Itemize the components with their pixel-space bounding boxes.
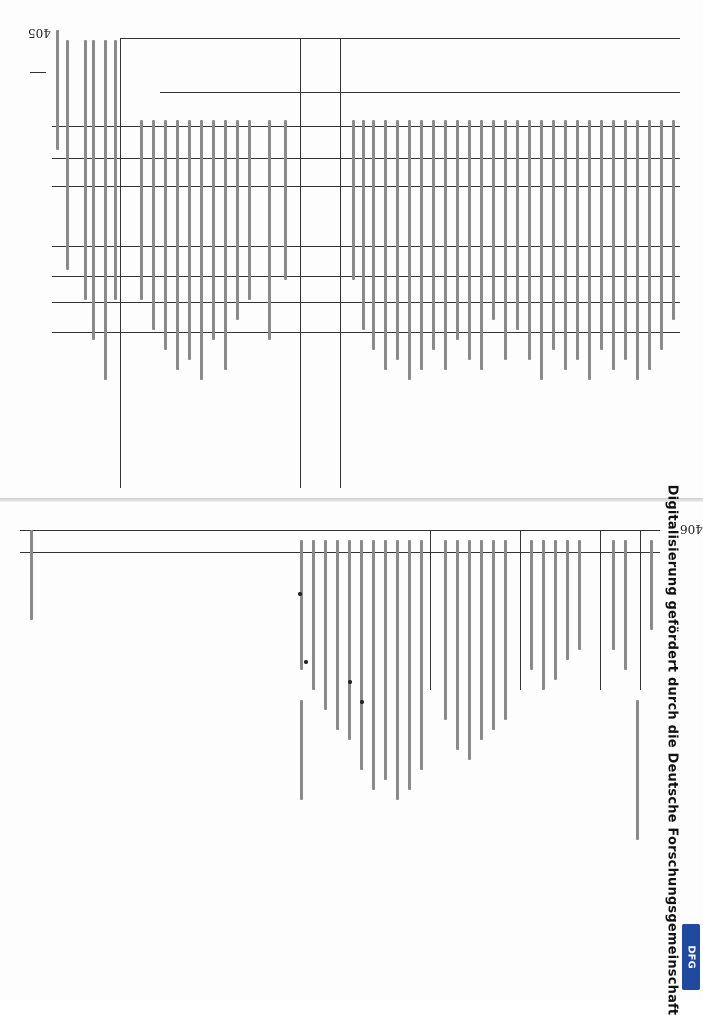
scan-text-column bbox=[492, 540, 495, 730]
scan-text-column bbox=[372, 540, 375, 790]
table-column-rule bbox=[340, 38, 341, 488]
lower-page-number: 406 bbox=[680, 522, 703, 536]
scan-text-column bbox=[56, 30, 59, 150]
scan-text-column bbox=[480, 120, 483, 370]
scan-text-column bbox=[114, 40, 117, 300]
dfg-logo bbox=[682, 924, 700, 990]
scan-text-column bbox=[468, 540, 471, 760]
row-rule bbox=[52, 186, 680, 187]
scan-text-column bbox=[624, 540, 627, 670]
scan-text-column bbox=[542, 540, 545, 690]
scan-text-column bbox=[362, 120, 365, 330]
scan-text-column bbox=[420, 540, 423, 770]
scan-text-column bbox=[636, 120, 639, 380]
scan-text-column bbox=[624, 120, 627, 360]
row-rule bbox=[52, 332, 680, 333]
scan-text-column bbox=[268, 120, 271, 340]
scan-text-column bbox=[650, 540, 653, 630]
scan-text-column bbox=[648, 120, 651, 370]
scan-text-column bbox=[104, 40, 107, 380]
scan-text-column bbox=[578, 540, 581, 650]
scan-text-column bbox=[66, 40, 69, 270]
scan-text-column bbox=[588, 120, 591, 380]
scan-text-column bbox=[164, 120, 167, 350]
scan-text-column bbox=[236, 120, 239, 320]
scan-text-column bbox=[672, 120, 675, 320]
scan-text-column bbox=[456, 540, 459, 750]
row-rule bbox=[52, 126, 680, 127]
funding-notice bbox=[654, 484, 690, 1015]
scan-text-column bbox=[284, 120, 287, 280]
scan-text-column bbox=[566, 540, 569, 660]
scan-text-column bbox=[576, 120, 579, 360]
scan-text-column bbox=[420, 120, 423, 370]
scan-text-column bbox=[300, 700, 303, 800]
scan-text-column bbox=[492, 120, 495, 320]
scan-text-column bbox=[468, 120, 471, 360]
scan-text-column bbox=[352, 120, 355, 280]
bullet-dash bbox=[360, 700, 364, 704]
table-column-rule bbox=[600, 530, 601, 690]
row-rule bbox=[160, 92, 680, 93]
scan-text-column bbox=[444, 540, 447, 720]
scan-text-column bbox=[552, 120, 555, 350]
scan-text-column bbox=[504, 120, 507, 360]
scan-text-column bbox=[516, 120, 519, 330]
table-column-rule bbox=[640, 530, 641, 690]
upper-page-number: 405 bbox=[28, 26, 51, 40]
scan-text-column bbox=[30, 530, 33, 620]
scan-text-column bbox=[396, 120, 399, 360]
row-rule bbox=[52, 276, 680, 277]
row-rule bbox=[52, 158, 680, 159]
scan-text-column bbox=[384, 540, 387, 780]
funding-text: Digitalisierung gefördert durch die Deutsche Forschungsgemeinschaft bbox=[664, 484, 680, 1015]
row-rule bbox=[52, 302, 680, 303]
scan-text-column bbox=[612, 120, 615, 370]
bullet-dash bbox=[348, 680, 352, 684]
scan-text-column bbox=[408, 540, 411, 790]
scan-text-column bbox=[456, 120, 459, 340]
table-top-rule bbox=[120, 38, 680, 39]
scan-text-column bbox=[528, 120, 531, 360]
scan-text-column bbox=[224, 120, 227, 370]
scan-text-column bbox=[540, 120, 543, 380]
dfg-logo-text: DFG bbox=[685, 945, 697, 969]
scan-text-column bbox=[140, 120, 143, 300]
scan-text-column bbox=[372, 120, 375, 350]
scan-text-column bbox=[660, 120, 663, 350]
scan-text-column bbox=[480, 540, 483, 740]
table-header-rule bbox=[20, 552, 660, 553]
table-column-rule bbox=[300, 38, 301, 488]
scan-text-column bbox=[324, 540, 327, 710]
table-top-rule bbox=[20, 530, 660, 531]
bullet-dash bbox=[298, 592, 302, 596]
scan-text-column bbox=[312, 540, 315, 690]
bullet-dash bbox=[304, 660, 308, 664]
scan-text-column bbox=[564, 120, 567, 370]
scan-text-column bbox=[554, 540, 557, 680]
scan-text-column bbox=[248, 120, 251, 300]
scan-text-column bbox=[92, 40, 95, 340]
table-column-rule bbox=[520, 530, 521, 690]
scan-text-column bbox=[200, 120, 203, 380]
scan-text-column bbox=[152, 120, 155, 330]
scan-text-column bbox=[84, 40, 87, 300]
scan-text-column bbox=[600, 120, 603, 350]
row-rule bbox=[30, 72, 46, 73]
scan-text-column bbox=[384, 120, 387, 370]
table-column-rule bbox=[430, 530, 431, 690]
scan-text-column bbox=[336, 540, 339, 730]
scan-text-column bbox=[530, 540, 533, 670]
scan-text-column bbox=[504, 540, 507, 720]
scan-text-column bbox=[176, 120, 179, 370]
table-left-rule bbox=[120, 38, 121, 488]
scan-text-column bbox=[360, 540, 363, 770]
upper-page bbox=[0, 0, 703, 500]
scan-text-column bbox=[432, 120, 435, 350]
scan-text-column bbox=[636, 700, 639, 840]
lower-page bbox=[0, 500, 703, 1000]
scan-text-column bbox=[188, 120, 191, 360]
scan-text-column bbox=[348, 540, 351, 740]
scan-text-column bbox=[444, 120, 447, 370]
scan-text-column bbox=[300, 540, 303, 670]
scan-text-column bbox=[408, 120, 411, 380]
scan-text-column bbox=[396, 540, 399, 800]
row-rule bbox=[52, 246, 680, 247]
scan-text-column bbox=[612, 540, 615, 650]
scan-text-column bbox=[212, 120, 215, 340]
